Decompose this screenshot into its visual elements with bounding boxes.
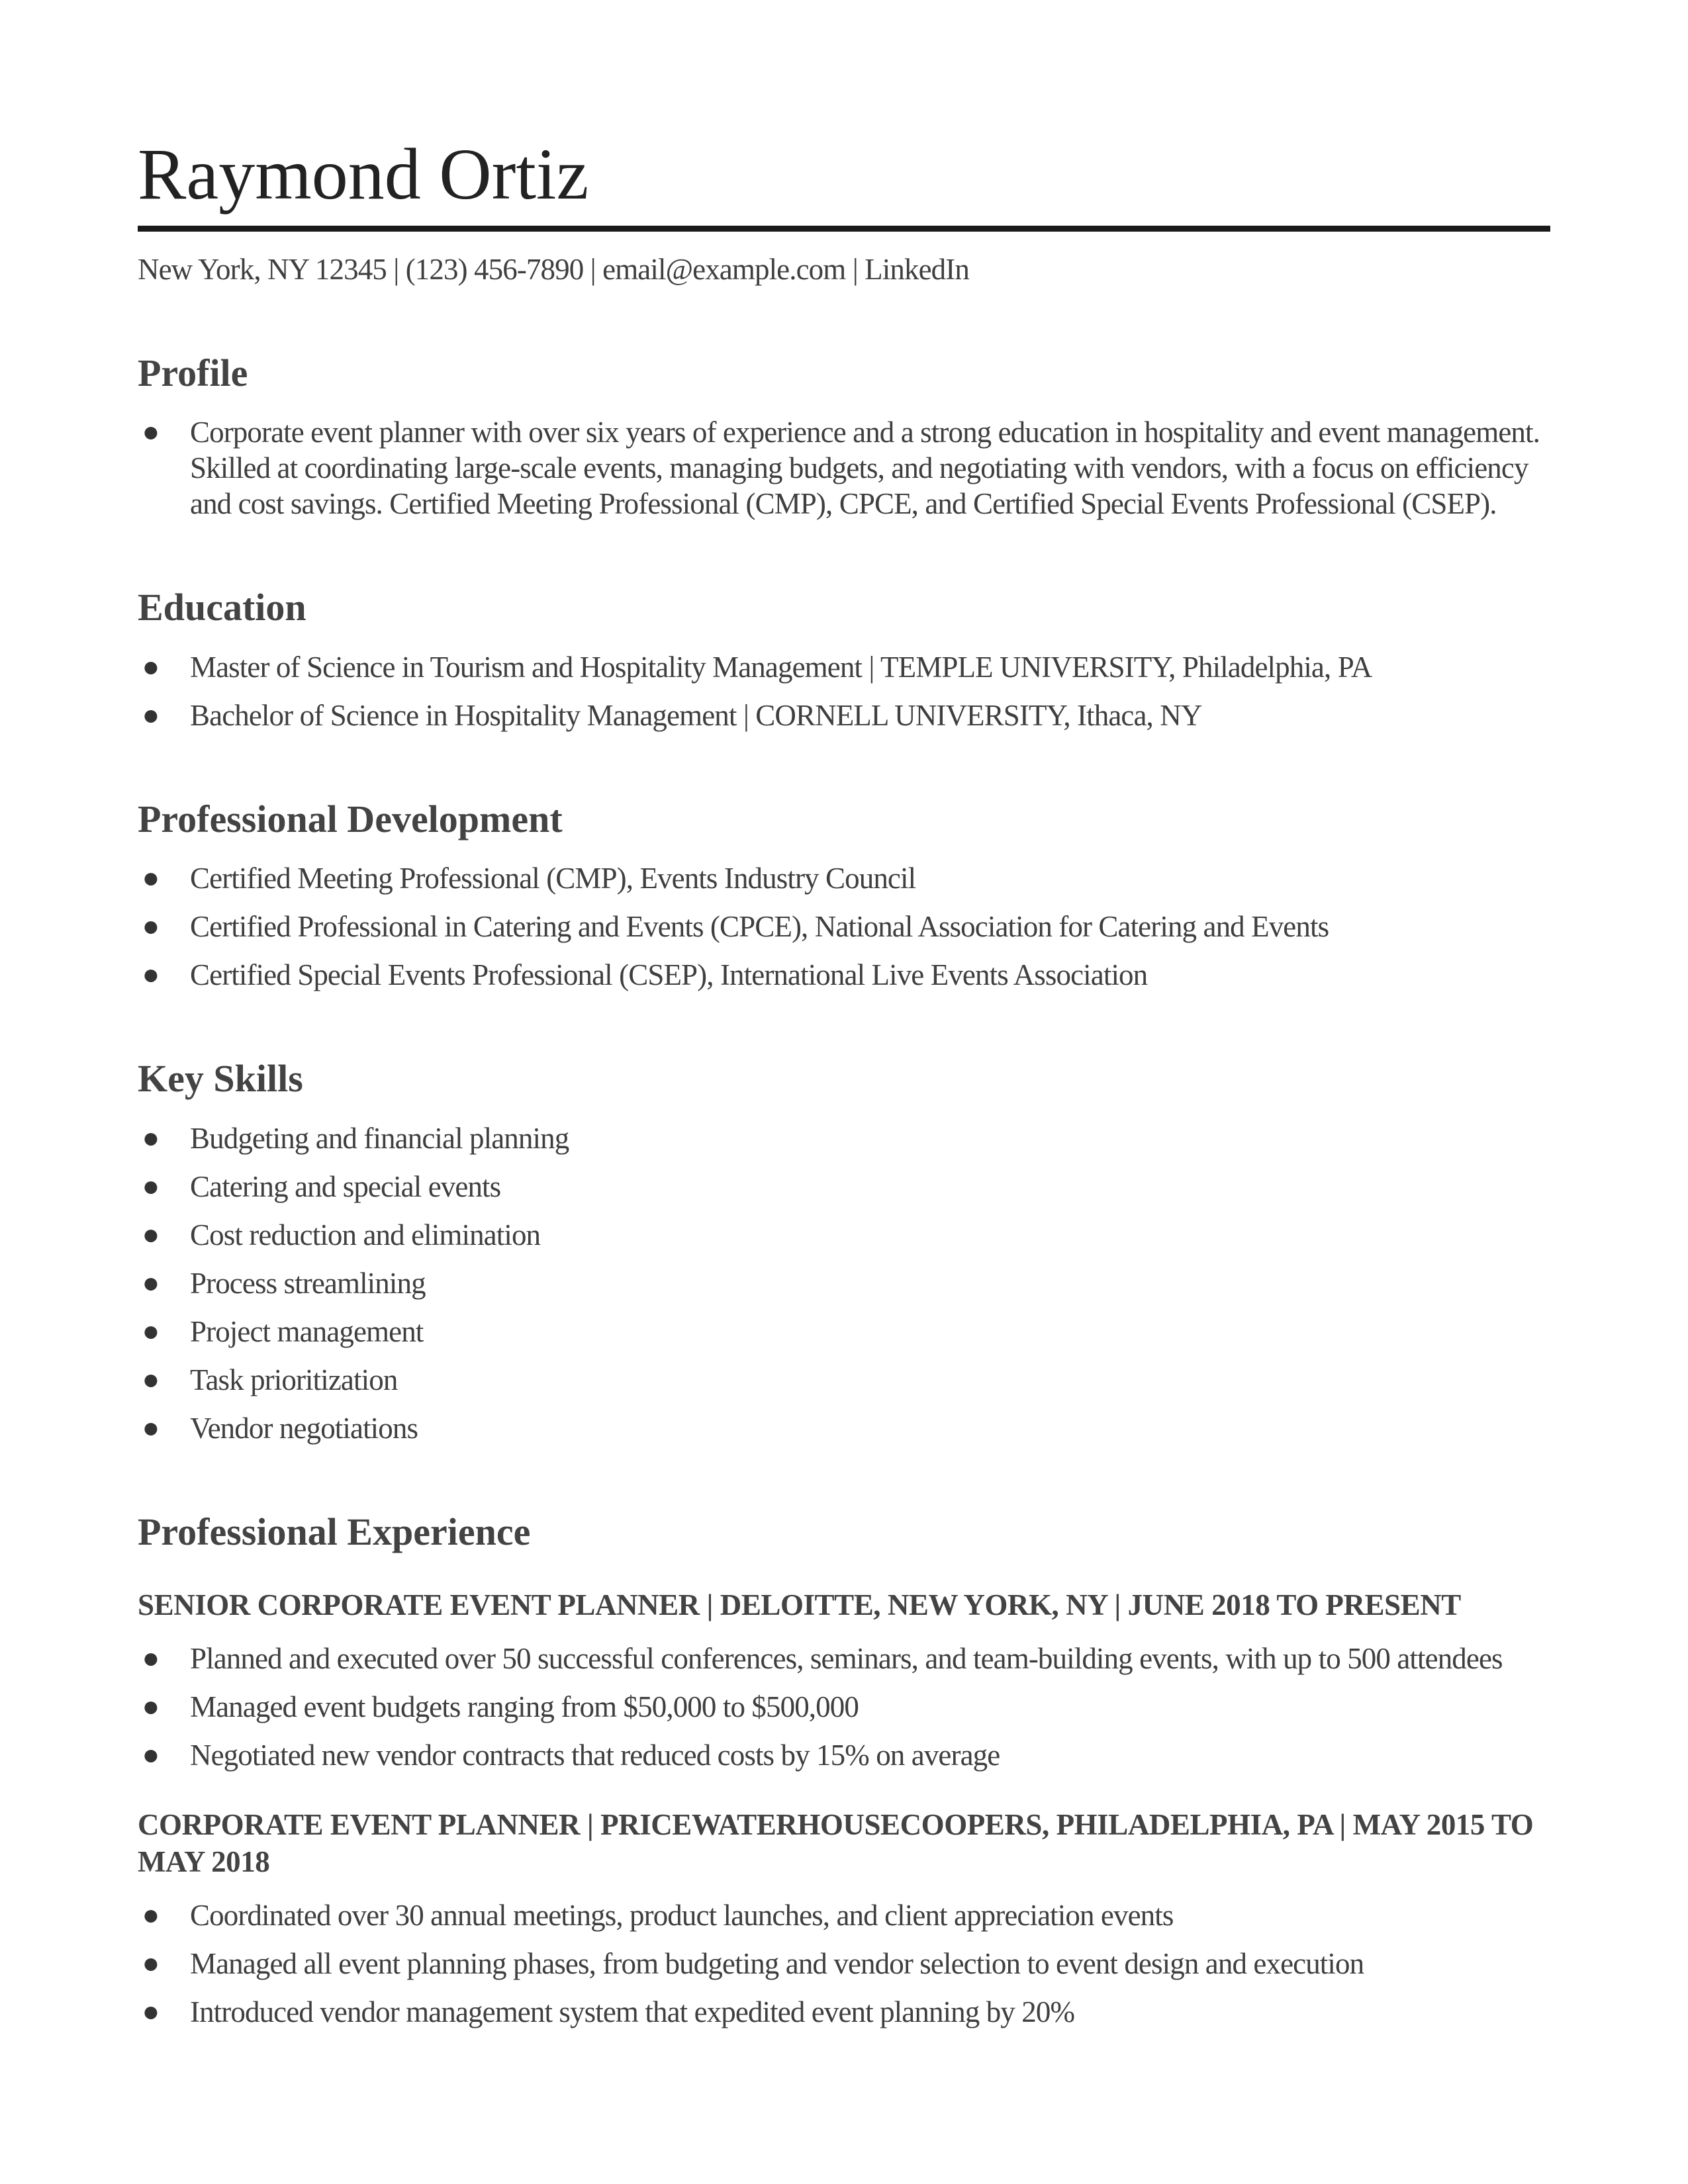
bullet-icon: ●	[144, 1273, 158, 1293]
job-title: SENIOR CORPORATE EVENT PLANNER | DELOITTE, NEW YORK, NY | JUNE 2018 TO PRESENT	[138, 1588, 1461, 1622]
bullet-icon: ●	[144, 965, 158, 985]
job-title: CORPORATE EVENT PLANNER | PRICEWATERHOUSECOOPERS, PHILADELPHIA, PA | MAY 2015 TO MAY 2018	[138, 1808, 1534, 1879]
header-divider	[138, 226, 1550, 232]
list-item: ● Certified Special Events Professional (CSEP), International Live Events Association	[138, 957, 1550, 993]
list-item: ● Corporate event planner with over six years of experience and a strong education in hospitality and event management. Skilled at coordinating large-scale events, managing budgets, and negotiating with vendors, with a focus on efficiency and cost savings. Certified Meeting Professional (CMP), CPCE, and Certified Special Events Professional (CSEP).	[138, 414, 1550, 522]
professional-development-list	[138, 860, 1550, 993]
list-item: ● Managed event budgets ranging from $50,000 to $500,000	[138, 1689, 1550, 1725]
list-item: ● Certified Meeting Professional (CMP), Events Industry Council	[138, 860, 1550, 896]
list-item: ● Process streamlining	[138, 1265, 1550, 1301]
education-list	[138, 649, 1550, 733]
section-heading-professional-experience: Professional Experience	[138, 1510, 531, 1553]
list-item: ● Coordinated over 30 annual meetings, product launches, and client appreciation events	[138, 1897, 1550, 1933]
key-skills-list	[138, 1120, 1550, 1446]
bullet-icon: ●	[144, 1176, 158, 1196]
list-item: ● Budgeting and financial planning	[138, 1120, 1550, 1156]
section-heading-key-skills: Key Skills	[138, 1057, 303, 1101]
bullet-icon: ●	[144, 1905, 158, 1925]
bullet-icon: ●	[144, 705, 158, 725]
list-item: ● Planned and executed over 50 successful conferences, seminars, and team-building events, with up to 500 attendees	[138, 1641, 1550, 1676]
bullet-icon: ●	[144, 422, 158, 442]
bullet-icon: ●	[144, 868, 158, 888]
list-item: ● Cost reduction and elimination	[138, 1217, 1550, 1253]
list-item: ● Catering and special events	[138, 1169, 1550, 1205]
bullet-icon: ●	[144, 1697, 158, 1717]
contact-line: New York, NY 12345 | (123) 456-7890 | email@example.com | LinkedIn	[138, 252, 969, 286]
list-item: ● Vendor negotiations	[138, 1410, 1550, 1446]
section-profile	[138, 350, 1550, 522]
job-bullet-list	[138, 1897, 1550, 2030]
section-heading-education: Education	[138, 586, 306, 629]
list-item: ● Certified Professional in Catering and Events (CPCE), National Association for Catering and Events	[138, 909, 1550, 944]
bullet-icon: ●	[144, 1128, 158, 1148]
list-item: ● Project management	[138, 1314, 1550, 1349]
section-professional-development	[138, 796, 1550, 993]
list-item: ● Bachelor of Science in Hospitality Management | CORNELL UNIVERSITY, Ithaca, NY	[138, 698, 1550, 733]
list-item: ● Managed all event planning phases, from budgeting and vendor selection to event design and execution	[138, 1946, 1550, 1981]
job-bullet-list	[138, 1641, 1550, 1773]
bullet-icon: ●	[144, 1224, 158, 1244]
bullet-icon: ●	[144, 1418, 158, 1437]
bullet-icon: ●	[144, 1954, 158, 1974]
bullet-icon: ●	[144, 917, 158, 936]
section-education	[138, 584, 1550, 733]
list-item: ● Task prioritization	[138, 1362, 1550, 1398]
section-professional-experience	[138, 1509, 1550, 2030]
list-item: ● Introduced vendor management system that expedited event planning by 20%	[138, 1994, 1550, 2030]
list-item: ● Negotiated new vendor contracts that reduced costs by 15% on average	[138, 1737, 1550, 1773]
bullet-icon: ●	[144, 657, 158, 676]
section-heading-profile: Profile	[138, 351, 248, 394]
page-title: Raymond Ortiz	[138, 134, 589, 214]
resume-header	[138, 132, 1550, 287]
bullet-icon: ●	[144, 1745, 158, 1765]
profile-list	[138, 414, 1550, 522]
job-entry	[138, 1806, 1550, 2030]
bullet-icon: ●	[144, 1369, 158, 1389]
bullet-icon: ●	[144, 2002, 158, 2022]
job-entry	[138, 1586, 1550, 1773]
bullet-icon: ●	[144, 1649, 158, 1668]
list-item: ● Master of Science in Tourism and Hospitality Management | TEMPLE UNIVERSITY, Philadelphia, PA	[138, 649, 1550, 685]
section-heading-professional-development: Professional Development	[138, 797, 563, 841]
bullet-icon: ●	[144, 1321, 158, 1341]
section-key-skills	[138, 1056, 1550, 1446]
